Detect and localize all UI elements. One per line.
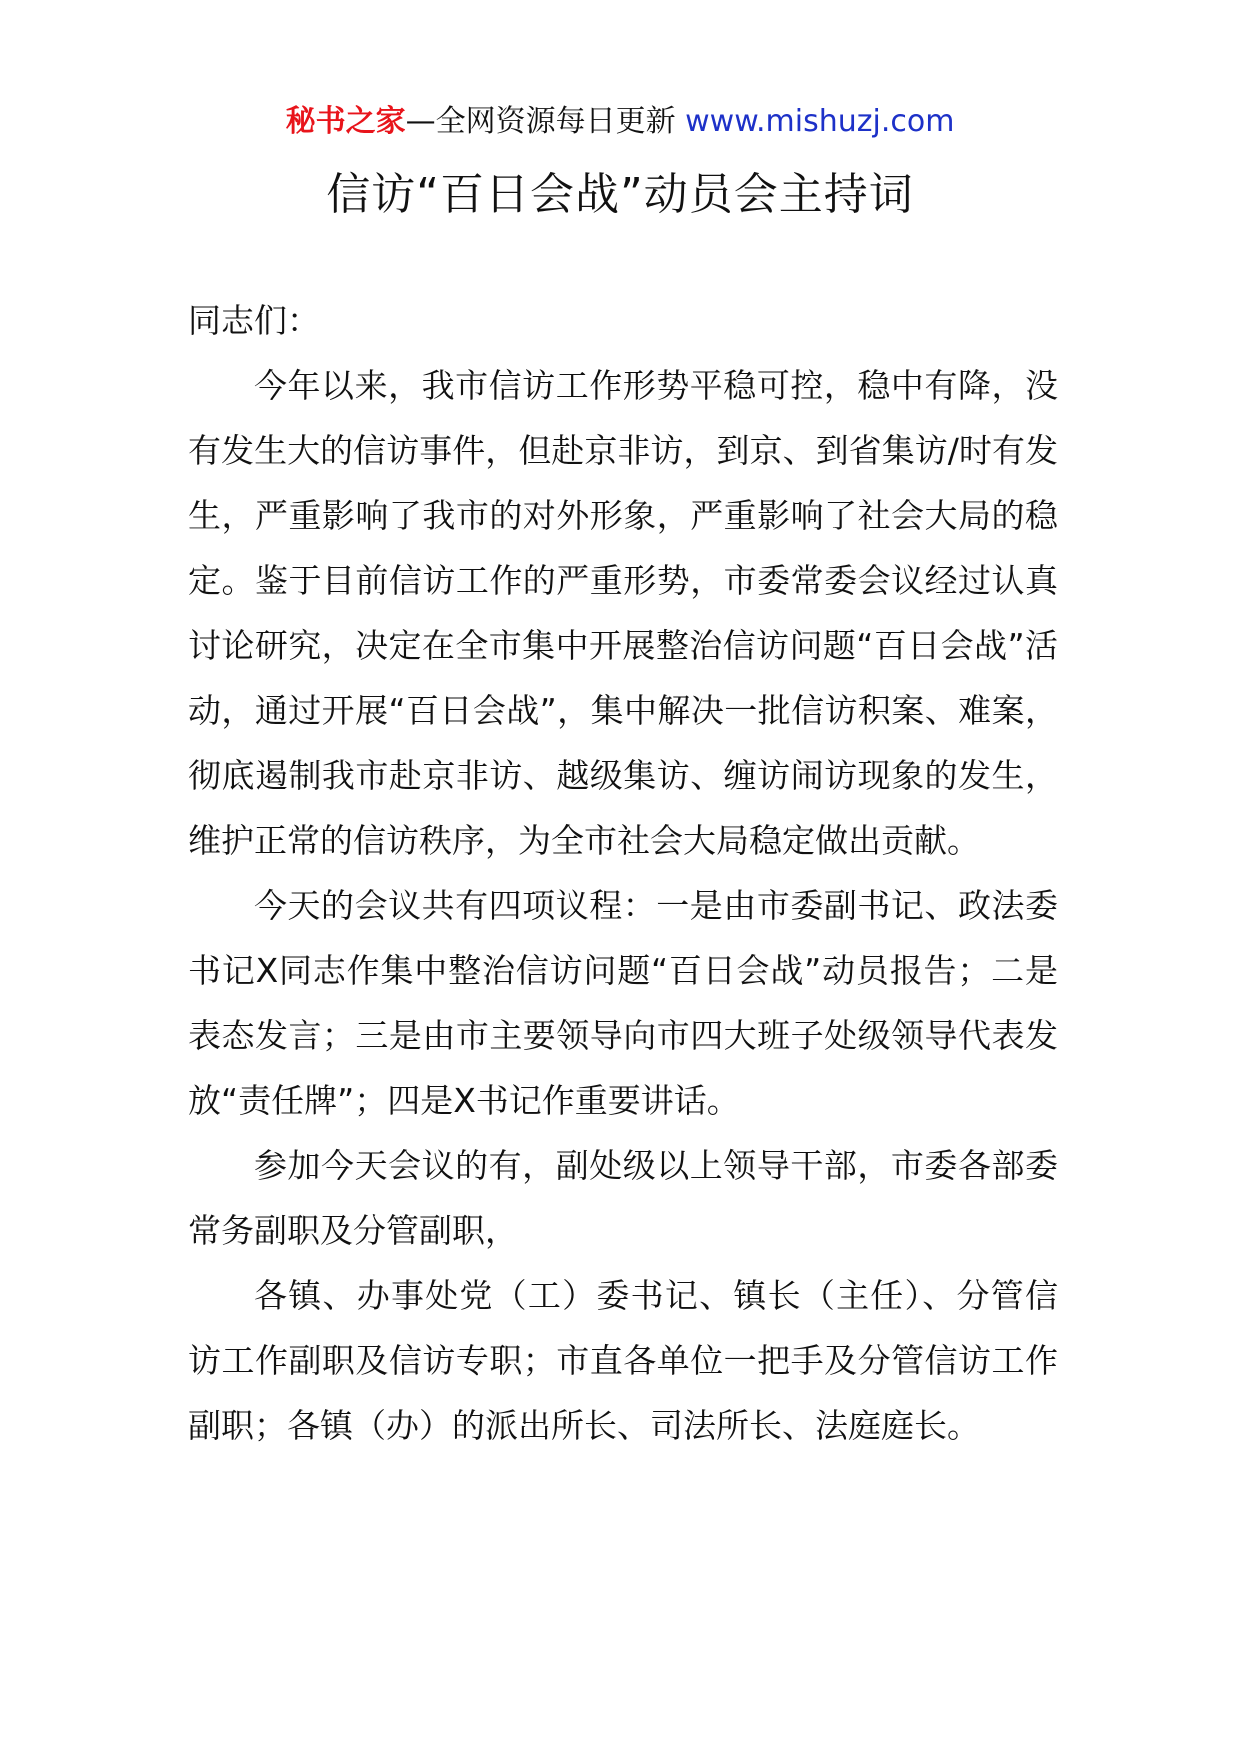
paragraph-attendees-intro: 参加今天会议的有，副处级以上领导干部，市委各部委常务副职及分管副职， [188, 1146, 1058, 1250]
salutation: 同志们： [188, 301, 320, 340]
paragraph-agenda: 今天的会议共有四项议程：一是由市委副书记、政法委书记X同志作集中整治信访问题“百日会战”动员报告；二是表态发言；三是由市主要领导向市四大班子处级领导代表发放“责任牌”；四是X书记作重要讲话。 [188, 886, 1058, 1120]
paragraph-background: 今年以来，我市信访工作形势平稳可控，稳中有降，没有发生大的信访事件，但赴京非访，到京、到省集访/时有发生，严重影响了我市的对外形象，严重影响了社会大局的稳定。鉴于目前信访工作的严重形势，市委常委会议经过认真讨论研究，决定在全市集中开展整治信访问题“百日会战”活动，通过开展“百日会战”，集中解决一批信访积案、难案，彻底遏制我市赴京非访、越级集访、缠访闹访现象的发生，维护正常的信访秩序，为全市社会大局稳定做出贡献。 [188, 366, 1058, 860]
site-header [0, 100, 1240, 144]
document-body [188, 288, 1058, 1458]
brand-name: 秘书之家 [285, 104, 406, 139]
paragraph-attendees-list: 各镇、办事处党（工）委书记、镇长（主任）、分管信访工作副职及信访专职；市直各单位一把手及分管信访工作副职；各镇（办）的派出所长、司法所长、法庭庭长。 [188, 1276, 1058, 1445]
site-url-link[interactable]: www.mishuzj.com [685, 104, 955, 139]
site-tagline: —全网资源每日更新 [405, 104, 686, 139]
document-title: 信访“百日会战”动员会主持词 [326, 169, 914, 220]
